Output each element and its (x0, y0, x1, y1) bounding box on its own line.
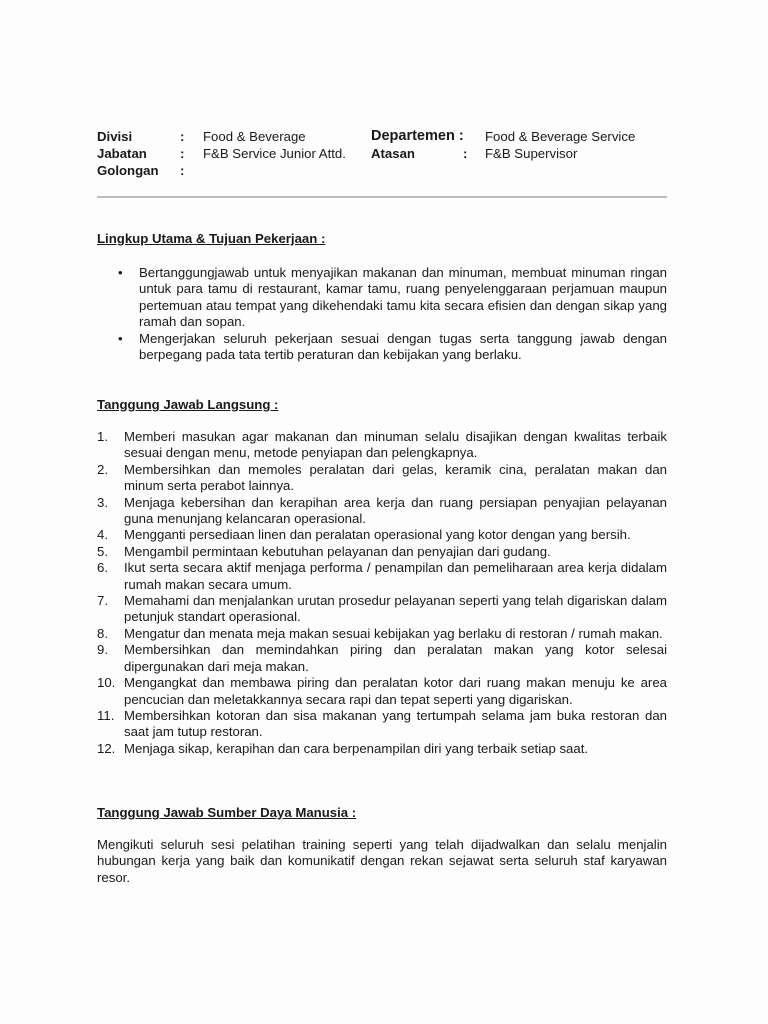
list-item (97, 708, 667, 741)
jabatan-value: F&B Service Junior Attd. (203, 146, 346, 161)
header-table (97, 128, 667, 179)
item-text: Menjaga sikap, kerapihan dan cara berpenampilan diri yang terbaik setiap saat. (124, 740, 589, 756)
atasan-value: F&B Supervisor (485, 146, 578, 161)
item-text: Memahami dan menjalankan urutan prosedur pelayanan seperti yang telah digariskan dalam petunjuk standart operasional. (124, 593, 667, 625)
langsung-title: Tanggung Jawab Langsung : (97, 397, 279, 412)
lingkup-item-text: Bertanggungjawab untuk menyajikan makanan dan minuman, membuat minuman ringan untuk para tamu di restaurant, kamar tamu, ruang penyelenggaraan perjamuan maupun pertemuan atau tempat yang dikehendaki tamu kita secara efisien dan dengan sikap yang ramah dan sopan. (139, 265, 667, 330)
divisi-colon: : (180, 129, 185, 144)
item-number: 6. (97, 560, 108, 576)
item-number: 2. (97, 461, 108, 477)
divisi-value: Food & Beverage (203, 129, 306, 144)
item-number: 1. (97, 429, 108, 444)
header-row-jabatan (97, 145, 667, 162)
atasan-label: Atasan (371, 146, 415, 161)
item-number: 5. (97, 543, 108, 559)
item-number: 7. (97, 593, 108, 609)
sdm-paragraph: Mengikuti seluruh sesi pelatihan training seperti yang telah dijadwalkan dan selalu menjalin hubungan kerja yang baik dan komunikatif dengan rekan sejawat serta seluruh staf karyawan resor. (97, 837, 667, 885)
item-text: Ikut serta secara aktif menjaga performa / penampilan dan pemeliharaan area kerja didalam rumah makan secara umum. (124, 560, 667, 592)
bullet-icon: • (118, 265, 123, 280)
item-text: Mengatur dan menata meja makan sesuai kebijakan yag berlaku di restoran / rumah makan. (124, 625, 663, 641)
departemen-value: Food & Beverage Service (485, 129, 636, 144)
lingkup-title: Lingkup Utama & Tujuan Pekerjaan : (97, 231, 326, 246)
item-text: Membersihkan dan memindahkan piring dan peralatan makan yang kotor selesai dipergunakan dari meja makan. (124, 642, 667, 674)
item-text: Mengangkat dan membawa piring dan peralatan kotor dari ruang makan menuju ke area pencucian dan meletakkannya secara rapi dan tepat seperti yang digariskan. (124, 675, 667, 707)
list-item (97, 462, 667, 495)
list-item (97, 429, 667, 462)
jabatan-label: Jabatan (97, 146, 147, 161)
departemen-label: Departemen : (371, 128, 464, 144)
item-number: 11. (97, 707, 115, 723)
bullet-icon: • (118, 330, 123, 346)
list-item (97, 265, 667, 331)
lingkup-list (97, 265, 667, 363)
list-item (97, 544, 667, 560)
langsung-list (97, 429, 667, 757)
item-text: Mengganti persediaan linen dan peralatan operasional yang kotor dengan yang bersih. (124, 527, 631, 543)
item-number: 9. (97, 642, 108, 658)
list-item (97, 495, 667, 528)
list-item (97, 331, 667, 364)
item-text: Memberi masukan agar makanan dan minuman selalu disajikan dengan kwalitas terbaik sesuai dengan menu, metode penyiapan dan pelengkapnya. (124, 429, 667, 461)
item-text: Mengambil permintaan kebutuhan pelayanan dan penyajian dari gudang. (124, 543, 551, 559)
list-item (97, 527, 667, 543)
atasan-colon: : (463, 146, 468, 161)
lingkup-item-text: Mengerjakan seluruh pekerjaan sesuai dengan tugas serta tanggung jawab dengan berpegang pada tata tertib peraturan dan kebijakan yang berlaku. (139, 330, 667, 363)
golongan-colon: : (180, 163, 185, 178)
list-item (97, 626, 667, 642)
jabatan-colon: : (180, 146, 185, 161)
golongan-label: Golongan (97, 163, 159, 178)
item-text: Membersihkan kotoran dan sisa makanan yang tertumpah selama jam buka restoran dan saat jam tutup restoran. (124, 707, 667, 740)
item-number: 3. (97, 494, 108, 510)
item-number: 8. (97, 625, 108, 641)
sdm-block (97, 837, 667, 886)
list-item (97, 560, 667, 593)
header-divider (97, 196, 667, 198)
item-text: Membersihkan dan memoles peralatan dari gelas, keramik cina, peralatan makan dan minum serta perabot lainnya. (124, 461, 667, 494)
list-item (97, 741, 667, 757)
header-row-divisi (97, 128, 667, 145)
item-number: 12. (97, 740, 116, 756)
item-number: 10. (97, 675, 116, 691)
list-item (97, 675, 667, 708)
divisi-label: Divisi (97, 129, 133, 144)
header-row-golongan (97, 162, 667, 179)
list-item (97, 642, 667, 675)
item-number: 4. (97, 527, 108, 543)
item-text: Menjaga kebersihan dan kerapihan area kerja dan ruang persiapan penyajian pelayanan guna menunjang kelancaran operasional. (124, 494, 667, 527)
sdm-title: Tanggung Jawab Sumber Daya Manusia : (97, 805, 357, 820)
list-item (97, 593, 667, 626)
